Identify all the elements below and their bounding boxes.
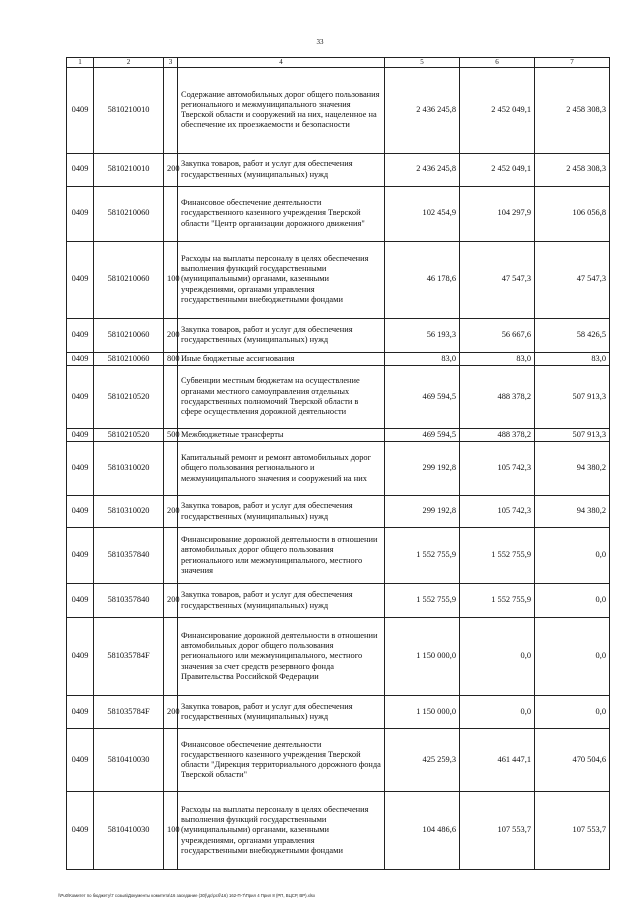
expense-name: Закупка товаров, работ и услуг для обеспечения государственных (муниципальных) нужд — [178, 496, 385, 528]
amount-year-2: 107 553,7 — [460, 792, 535, 870]
amount-year-3: 0,0 — [535, 696, 610, 729]
header-cell-1: 1 — [67, 58, 94, 68]
expense-name: Капитальный ремонт и ремонт автомобильных дорог общего пользования регионального и межмуниципального значения и сооружений на них — [178, 442, 385, 496]
amount-year-3: 507 913,3 — [535, 365, 610, 428]
target-article-code: 5810210520 — [94, 428, 164, 441]
amount-year-1: 469 594,5 — [385, 365, 460, 428]
amount-year-2: 2 452 049,1 — [460, 67, 535, 153]
target-article-code: 5810210060 — [94, 318, 164, 352]
amount-year-1: 469 594,5 — [385, 428, 460, 441]
table-row — [67, 352, 610, 365]
amount-year-2: 1 552 755,9 — [460, 528, 535, 584]
section-code: 0409 — [67, 729, 94, 792]
amount-year-3: 2 458 308,3 — [535, 153, 610, 186]
table-row — [67, 528, 610, 584]
section-code: 0409 — [67, 792, 94, 870]
header-cell-7: 7 — [535, 58, 610, 68]
table-row — [67, 496, 610, 528]
amount-year-3: 94 380,2 — [535, 496, 610, 528]
table-row — [67, 428, 610, 441]
amount-year-3: 106 056,8 — [535, 186, 610, 241]
table-row — [67, 365, 610, 428]
section-code: 0409 — [67, 67, 94, 153]
header-cell-6: 6 — [460, 58, 535, 68]
section-code: 0409 — [67, 442, 94, 496]
table-row — [67, 318, 610, 352]
section-code: 0409 — [67, 696, 94, 729]
target-article-code: 5810210060 — [94, 186, 164, 241]
expense-name: Закупка товаров, работ и услуг для обеспечения государственных (муниципальных) нужд — [178, 584, 385, 618]
expense-name: Межбюджетные трансферты — [178, 428, 385, 441]
amount-year-1: 2 436 245,8 — [385, 67, 460, 153]
table-row — [67, 618, 610, 696]
target-article-code: 581035784F — [94, 696, 164, 729]
expense-type-code — [164, 365, 178, 428]
budget-table — [66, 57, 610, 870]
expense-name: Финансовое обеспечение деятельности государственного казенного учреждения Тверской области "Дирекция территориального дорожного фонда Тверской области" — [178, 729, 385, 792]
table-row — [67, 442, 610, 496]
amount-year-2: 47 547,3 — [460, 241, 535, 318]
expense-name: Субвенции местным бюджетам на осуществление органами местного самоуправления отдельных государственных полномочий Тверской области в сфере осуществления дорожной деятельности — [178, 365, 385, 428]
section-code: 0409 — [67, 352, 94, 365]
amount-year-3: 47 547,3 — [535, 241, 610, 318]
expense-type-code: 200 — [164, 153, 178, 186]
target-article-code: 5810210060 — [94, 241, 164, 318]
amount-year-1: 102 454,9 — [385, 186, 460, 241]
amount-year-3: 0,0 — [535, 584, 610, 618]
amount-year-1: 1 150 000,0 — [385, 618, 460, 696]
header-cell-4: 4 — [178, 58, 385, 68]
expense-name: Закупка товаров, работ и услуг для обеспечения государственных (муниципальных) нужд — [178, 318, 385, 352]
target-article-code: 5810310020 — [94, 496, 164, 528]
target-article-code: 5810210010 — [94, 153, 164, 186]
section-code: 0409 — [67, 186, 94, 241]
expense-name: Расходы на выплаты персоналу в целях обеспечения выполнения функций государственными (муниципальными) органами, казенными учреждениями, органами управления государственными внебюджетными фондами — [178, 241, 385, 318]
expense-name: Закупка товаров, работ и услуг для обеспечения государственных (муниципальных) нужд — [178, 153, 385, 186]
section-code: 0409 — [67, 584, 94, 618]
expense-type-code: 200 — [164, 496, 178, 528]
expense-type-code: 100 — [164, 241, 178, 318]
amount-year-1: 56 193,3 — [385, 318, 460, 352]
amount-year-2: 56 667,6 — [460, 318, 535, 352]
section-code: 0409 — [67, 528, 94, 584]
target-article-code: 5810210520 — [94, 365, 164, 428]
amount-year-2: 488 378,2 — [460, 428, 535, 441]
expense-type-code — [164, 528, 178, 584]
section-code: 0409 — [67, 618, 94, 696]
expense-type-code — [164, 618, 178, 696]
table-row — [67, 729, 610, 792]
expense-type-code — [164, 729, 178, 792]
amount-year-2: 1 552 755,9 — [460, 584, 535, 618]
amount-year-3: 107 553,7 — [535, 792, 610, 870]
amount-year-1: 1 150 000,0 — [385, 696, 460, 729]
page-number: 33 — [316, 38, 324, 46]
amount-year-3: 83,0 — [535, 352, 610, 365]
expense-name: Содержание автомобильных дорог общего пользования регионального и межмуниципального значения Тверской области и сооружений на них, нацеленное на обеспечение их проезжаемости и безопасности — [178, 67, 385, 153]
amount-year-3: 507 913,3 — [535, 428, 610, 441]
expense-name: Финансирование дорожной деятельности в отношении автомобильных дорог общего пользования регионального или межмуниципального, местного значения — [178, 528, 385, 584]
amount-year-2: 2 452 049,1 — [460, 153, 535, 186]
amount-year-2: 83,0 — [460, 352, 535, 365]
amount-year-3: 2 458 308,3 — [535, 67, 610, 153]
table-row — [67, 153, 610, 186]
table-row — [67, 696, 610, 729]
section-code: 0409 — [67, 365, 94, 428]
target-article-code: 5810357840 — [94, 584, 164, 618]
table-row — [67, 792, 610, 870]
amount-year-1: 299 192,8 — [385, 442, 460, 496]
amount-year-2: 105 742,3 — [460, 442, 535, 496]
section-code: 0409 — [67, 241, 94, 318]
amount-year-3: 94 380,2 — [535, 442, 610, 496]
section-code: 0409 — [67, 153, 94, 186]
target-article-code: 581035784F — [94, 618, 164, 696]
amount-year-3: 0,0 — [535, 618, 610, 696]
file-path-footer: \\Pu0\Комитет по бюджету\7 созыв\Документы комитета\16 заседание (30)\дс\рсб\16) 162-П-7\Прил 4 Прил 8 (РП, ВЦСР, ВР).xlsx — [58, 893, 316, 898]
expense-type-code: 100 — [164, 792, 178, 870]
target-article-code: 5810410030 — [94, 792, 164, 870]
section-code: 0409 — [67, 318, 94, 352]
target-article-code: 5810410030 — [94, 729, 164, 792]
expense-type-code — [164, 67, 178, 153]
target-article-code: 5810210010 — [94, 67, 164, 153]
amount-year-2: 0,0 — [460, 696, 535, 729]
expense-type-code — [164, 186, 178, 241]
header-cell-5: 5 — [385, 58, 460, 68]
amount-year-2: 0,0 — [460, 618, 535, 696]
table-row — [67, 584, 610, 618]
expense-type-code: 800 — [164, 352, 178, 365]
expense-name: Закупка товаров, работ и услуг для обеспечения государственных (муниципальных) нужд — [178, 696, 385, 729]
amount-year-3: 58 426,5 — [535, 318, 610, 352]
amount-year-1: 1 552 755,9 — [385, 528, 460, 584]
amount-year-1: 104 486,6 — [385, 792, 460, 870]
amount-year-1: 1 552 755,9 — [385, 584, 460, 618]
section-code: 0409 — [67, 428, 94, 441]
section-code: 0409 — [67, 496, 94, 528]
target-article-code: 5810210060 — [94, 352, 164, 365]
amount-year-3: 470 504,6 — [535, 729, 610, 792]
table-row — [67, 241, 610, 318]
table-row — [67, 186, 610, 241]
expense-type-code: 200 — [164, 696, 178, 729]
target-article-code: 5810310020 — [94, 442, 164, 496]
header-cell-3: 3 — [164, 58, 178, 68]
amount-year-1: 83,0 — [385, 352, 460, 365]
amount-year-2: 488 378,2 — [460, 365, 535, 428]
amount-year-3: 0,0 — [535, 528, 610, 584]
amount-year-2: 104 297,9 — [460, 186, 535, 241]
expense-name: Финансовое обеспечение деятельности государственного казенного учреждения Тверской области "Центр организации дорожного движения" — [178, 186, 385, 241]
expense-name: Иные бюджетные ассигнования — [178, 352, 385, 365]
amount-year-1: 46 178,6 — [385, 241, 460, 318]
target-article-code: 5810357840 — [94, 528, 164, 584]
amount-year-1: 2 436 245,8 — [385, 153, 460, 186]
expense-type-code: 200 — [164, 318, 178, 352]
expense-type-code — [164, 442, 178, 496]
amount-year-2: 105 742,3 — [460, 496, 535, 528]
expense-name: Финансирование дорожной деятельности в отношении автомобильных дорог общего пользования регионального или межмуниципального, местного значения за счет средств резервного фонда Правительства Российской Федерации — [178, 618, 385, 696]
amount-year-1: 425 259,3 — [385, 729, 460, 792]
amount-year-1: 299 192,8 — [385, 496, 460, 528]
header-cell-2: 2 — [94, 58, 164, 68]
amount-year-2: 461 447,1 — [460, 729, 535, 792]
expense-type-code: 200 — [164, 584, 178, 618]
expense-name: Расходы на выплаты персоналу в целях обеспечения выполнения функций государственными (муниципальными) органами, казенными учреждениями, органами управления государственными внебюджетными фондами — [178, 792, 385, 870]
expense-type-code: 500 — [164, 428, 178, 441]
table-row — [67, 67, 610, 153]
header-row — [67, 58, 610, 68]
